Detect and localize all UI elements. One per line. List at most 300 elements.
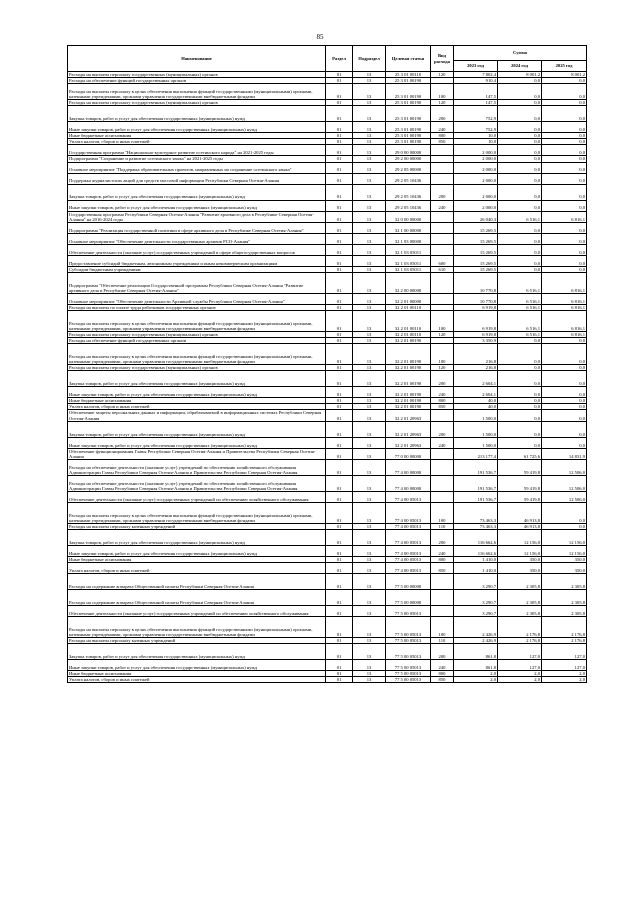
- row-expense-type: 120: [431, 331, 454, 337]
- row-name: Иные бюджетные ассигнования: [68, 671, 326, 677]
- row-sum-2024: 12 156,0: [498, 529, 542, 545]
- row-section: 01: [326, 616, 353, 637]
- row-sum-2025: 0,0: [542, 266, 587, 272]
- row-section: 01: [326, 233, 353, 244]
- row-target: 32 2 01 00190: [386, 344, 431, 365]
- row-name: Закупка товаров, работ и услуг для обеспечения государственных (муниципальных) нужд: [68, 106, 326, 122]
- row-expense-type: 800: [431, 556, 454, 562]
- row-sum-2025: 6 816,1: [542, 293, 587, 304]
- row-expense-type: [431, 162, 454, 173]
- row-sum-2024: 350,0: [498, 556, 542, 562]
- row-expense-type: 800: [431, 398, 454, 404]
- row-target: 77 4 00 05013: [386, 562, 431, 573]
- row-sum-2023: 15 269,5: [454, 222, 498, 233]
- row-section: 01: [326, 404, 353, 410]
- row-sum-2023: 191 536,7: [454, 475, 498, 491]
- row-sum-2024: 46 913,8: [498, 523, 542, 529]
- row-expense-type: 850: [431, 404, 454, 410]
- row-target: 32 2 01 00000: [386, 293, 431, 304]
- row-target: 77 4 00 05013: [386, 545, 431, 556]
- row-sum-2025: 2,0: [542, 671, 587, 677]
- row-section: 01: [326, 545, 353, 556]
- row-sum-2024: 0,0: [498, 344, 542, 365]
- row-subsection: 13: [353, 156, 386, 162]
- row-name: Обеспечение деятельности (оказание услуг) государственных учреждений по обеспечению хозяйственного обслуживания: [68, 491, 326, 502]
- row-expense-type: 850: [431, 562, 454, 573]
- row-sum-2025: 0,0: [542, 122, 587, 133]
- row-sum-2024: 0,0: [498, 145, 542, 156]
- row-section: 01: [326, 145, 353, 156]
- row-target: 32 2 01 00190: [386, 338, 431, 344]
- row-sum-2023: 2 604,1: [454, 371, 498, 387]
- row-subsection: 13: [353, 338, 386, 344]
- row-sum-2025: 0,0: [542, 421, 587, 437]
- row-sum-2024: 0,0: [498, 100, 542, 106]
- row-sum-2025: 0,0: [542, 139, 587, 145]
- row-name: Иные закупки товаров, работ и услуг для обеспечения государственных (муниципальных) нужд: [68, 545, 326, 556]
- row-expense-type: 100: [431, 616, 454, 637]
- row-sum-2025: 0,0: [542, 365, 587, 371]
- row-sum-2024: 0,0: [498, 421, 542, 437]
- table-row: [68, 222, 587, 233]
- row-subsection: 13: [353, 671, 386, 677]
- row-sum-2023: 752,9: [454, 106, 498, 122]
- row-sum-2024: 2 176,8: [498, 616, 542, 637]
- row-subsection: 13: [353, 529, 386, 545]
- row-expense-type: 240: [431, 437, 454, 448]
- row-sum-2024: 12 156,0: [498, 545, 542, 556]
- row-subsection: 13: [353, 475, 386, 491]
- table-row: [68, 410, 587, 421]
- row-name: Расходы на содержание аппарата Общественной палаты Республики Северная Осетия-Алания: [68, 573, 326, 589]
- row-sum-2025: 6 816,1: [542, 304, 587, 310]
- table-row: [68, 162, 587, 173]
- row-sum-2023: 6 919,8: [454, 331, 498, 337]
- table-row: [68, 122, 587, 133]
- row-name: Расходы на выплаты персоналу в целях обеспечения выполнения функций государственными (муниципальными) органами, казенными учреждениями, органами управления государственными внебюджетными фондами: [68, 84, 326, 100]
- table-row: [68, 310, 587, 331]
- table-row: [68, 387, 587, 398]
- row-target: 29 0 00 00000: [386, 145, 431, 156]
- budget-table: [67, 45, 587, 683]
- row-sum-2023: 10 770,8: [454, 293, 498, 304]
- row-sum-2024: 6 516,1: [498, 293, 542, 304]
- row-name: Иные закупки товаров, работ и услуг для обеспечения государственных (муниципальных) нужд: [68, 200, 326, 211]
- row-target: 32 2 01 20963: [386, 410, 431, 421]
- row-name: Уплата налогов, сборов и иных платежей: [68, 404, 326, 410]
- row-subsection: 13: [353, 145, 386, 156]
- row-name: Расходы на обеспечение функций государственных органов: [68, 338, 326, 344]
- row-expense-type: [431, 293, 454, 304]
- row-name: Уплата налогов, сборов и иных платежей: [68, 677, 326, 683]
- row-section: 01: [326, 133, 353, 139]
- table-row: [68, 371, 587, 387]
- row-sum-2023: 40,0: [454, 398, 498, 404]
- row-sum-2025: 350,0: [542, 562, 587, 573]
- table-row: [68, 344, 587, 365]
- row-sum-2024: 350,0: [498, 562, 542, 573]
- row-subsection: 13: [353, 502, 386, 523]
- row-name: Расходы на выплаты персоналу казенных учреждений: [68, 637, 326, 643]
- row-target: 32 2 01 00110: [386, 331, 431, 337]
- row-expense-type: [431, 573, 454, 589]
- row-name: Основное мероприятие "Обеспечение деятельности государственных архивов РСО-Алания": [68, 233, 326, 244]
- header-year-2024: 2024 год: [498, 61, 542, 72]
- row-sum-2023: 191 536,7: [454, 459, 498, 475]
- row-section: 01: [326, 78, 353, 84]
- row-subsection: 13: [353, 421, 386, 437]
- table-row: [68, 545, 587, 556]
- header-sum: Сумма: [454, 46, 587, 61]
- row-name: Расходы на обеспечение деятельности (оказание услуг) учреждений по обеспечению хозяйственного обслуживания Администрации Главы Республики Северная Осетия-Алания и Правительства Республики Северная Осетия-Алания: [68, 459, 326, 475]
- row-expense-type: 200: [431, 106, 454, 122]
- row-sum-2023: 15 269,5: [454, 233, 498, 244]
- table-row: [68, 184, 587, 200]
- row-sum-2024: 46 913,8: [498, 502, 542, 523]
- row-target: 77 4 00 05013: [386, 523, 431, 529]
- row-sum-2025: 2 305,8: [542, 605, 587, 616]
- row-name: Субсидии бюджетным учреждениям: [68, 266, 326, 272]
- row-subsection: 13: [353, 573, 386, 589]
- row-name: Иные закупки товаров, работ и услуг для обеспечения государственных (муниципальных) нужд: [68, 122, 326, 133]
- row-name: Иные бюджетные ассигнования: [68, 556, 326, 562]
- row-subsection: 13: [353, 371, 386, 387]
- row-target: 77 5 00 05013: [386, 660, 431, 671]
- row-section: 01: [326, 211, 353, 222]
- row-expense-type: 200: [431, 371, 454, 387]
- row-section: 01: [326, 84, 353, 100]
- table-row: [68, 589, 587, 605]
- row-sum-2023: 861,8: [454, 644, 498, 660]
- row-target: 25 3 01 00190: [386, 139, 431, 145]
- row-target: 32 2 01 00190: [386, 398, 431, 404]
- row-sum-2023: 40,0: [454, 404, 498, 410]
- row-name: Расходы на выплаты персоналу государственных (муниципальных) органов: [68, 72, 326, 78]
- row-sum-2024: 2 176,8: [498, 637, 542, 643]
- row-section: 01: [326, 365, 353, 371]
- row-section: 01: [326, 605, 353, 616]
- row-subsection: 13: [353, 616, 386, 637]
- row-expense-type: 800: [431, 671, 454, 677]
- row-sum-2025: 2 305,8: [542, 573, 587, 589]
- row-sum-2023: 1 410,0: [454, 562, 498, 573]
- row-sum-2025: 6 816,1: [542, 272, 587, 293]
- row-section: 01: [326, 184, 353, 200]
- row-subsection: 13: [353, 266, 386, 272]
- row-sum-2023: 10 770,8: [454, 272, 498, 293]
- row-section: 01: [326, 156, 353, 162]
- row-sum-2023: 2 000,0: [454, 145, 498, 156]
- row-sum-2024: 0,0: [498, 200, 542, 211]
- row-section: 01: [326, 556, 353, 562]
- row-target: 77 5 00 05013: [386, 616, 431, 637]
- row-name: Расходы на выплаты персоналу казенных учреждений: [68, 523, 326, 529]
- table-row: [68, 562, 587, 573]
- row-section: 01: [326, 573, 353, 589]
- row-sum-2024: 0,0: [498, 404, 542, 410]
- row-sum-2024: 6 516,1: [498, 331, 542, 337]
- row-sum-2025: 0,0: [542, 404, 587, 410]
- row-name: Подпрограмма "Реализация государственной политики в сфере архивного дела в Республике Северная Осетия-Алания": [68, 222, 326, 233]
- row-expense-type: 240: [431, 122, 454, 133]
- table-row: [68, 475, 587, 491]
- row-target: 77 5 00 05013: [386, 637, 431, 643]
- row-sum-2025: 0,0: [542, 78, 587, 84]
- row-name: Иные бюджетные ассигнования: [68, 133, 326, 139]
- row-sum-2023: 147,5: [454, 100, 498, 106]
- row-section: 01: [326, 637, 353, 643]
- row-expense-type: [431, 173, 454, 184]
- row-subsection: 13: [353, 233, 386, 244]
- row-sum-2023: 3 290,7: [454, 589, 498, 605]
- row-subsection: 13: [353, 200, 386, 211]
- row-sum-2024: 0,0: [498, 122, 542, 133]
- header-expense-type: Вид расхода: [431, 46, 454, 72]
- row-sum-2025: 2,0: [542, 677, 587, 683]
- table-row: [68, 660, 587, 671]
- row-target: 77 5 00 05013: [386, 644, 431, 660]
- row-sum-2025: 12 506,0: [542, 459, 587, 475]
- row-sum-2023: 10,0: [454, 139, 498, 145]
- row-section: 01: [326, 338, 353, 344]
- row-target: 77 4 00 00000: [386, 475, 431, 491]
- row-sum-2025: 8 001,2: [542, 72, 587, 78]
- row-expense-type: [431, 222, 454, 233]
- row-expense-type: 120: [431, 100, 454, 106]
- row-subsection: 13: [353, 173, 386, 184]
- row-name: Расходы на обеспечение функций государственных органов: [68, 78, 326, 84]
- row-section: 01: [326, 448, 353, 459]
- row-target: 77 5 00 00000: [386, 589, 431, 605]
- row-sum-2024: 0,0: [498, 184, 542, 200]
- row-sum-2025: 0,0: [542, 173, 587, 184]
- row-sum-2023: 147,5: [454, 84, 498, 100]
- row-sum-2023: 216,8: [454, 344, 498, 365]
- row-sum-2024: 2,0: [498, 677, 542, 683]
- row-sum-2025: 0,0: [542, 184, 587, 200]
- row-target: 25 3 01 00190: [386, 84, 431, 100]
- row-expense-type: 610: [431, 266, 454, 272]
- row-subsection: 13: [353, 100, 386, 106]
- row-sum-2023: 2 000,0: [454, 184, 498, 200]
- row-name: Обеспечение деятельности (оказание услуг) государственных учреждений в сфере общегосударственных вопросов: [68, 244, 326, 255]
- row-expense-type: 110: [431, 523, 454, 529]
- row-sum-2023: 191 536,7: [454, 491, 498, 502]
- row-sum-2023: 15 269,5: [454, 255, 498, 266]
- row-name: Расходы на выплаты по оплате труда работников государственных органов: [68, 304, 326, 310]
- row-name: Подпрограмма "Сохранение и развитие осетинского языка" на 2021-2025 годы: [68, 156, 326, 162]
- row-section: 01: [326, 677, 353, 683]
- row-sum-2025: 2 176,8: [542, 637, 587, 643]
- table-row: [68, 459, 587, 475]
- table-body: [68, 72, 587, 683]
- row-expense-type: 600: [431, 255, 454, 266]
- row-expense-type: [431, 459, 454, 475]
- table-row: [68, 244, 587, 255]
- row-sum-2023: 2 000,0: [454, 162, 498, 173]
- row-subsection: 13: [353, 562, 386, 573]
- row-subsection: 13: [353, 437, 386, 448]
- row-name: Закупка товаров, работ и услуг для обеспечения государственных (муниципальных) нужд: [68, 529, 326, 545]
- table-row: [68, 255, 587, 266]
- row-sum-2025: 0,0: [542, 244, 587, 255]
- row-sum-2023: 216,8: [454, 365, 498, 371]
- row-expense-type: [431, 410, 454, 421]
- row-name: Основное мероприятие "Поддержка образовательных проектов, направленных на сохранение осетинского языка": [68, 162, 326, 173]
- row-name: Закупка товаров, работ и услуг для обеспечения государственных (муниципальных) нужд: [68, 184, 326, 200]
- row-subsection: 13: [353, 139, 386, 145]
- row-expense-type: 240: [431, 387, 454, 398]
- row-target: 32 1 03 05011: [386, 244, 431, 255]
- row-target: 32 1 03 05011: [386, 255, 431, 266]
- row-target: 32 1 03 00000: [386, 233, 431, 244]
- row-subsection: 13: [353, 644, 386, 660]
- table-row: [68, 211, 587, 222]
- row-sum-2025: 0,0: [542, 255, 587, 266]
- row-section: 01: [326, 244, 353, 255]
- row-sum-2023: 2 426,9: [454, 637, 498, 643]
- row-target: 25 3 01 00110: [386, 72, 431, 78]
- row-sum-2024: 0,0: [498, 106, 542, 122]
- row-sum-2023: 116 662,6: [454, 529, 498, 545]
- row-sum-2024: 2 305,8: [498, 573, 542, 589]
- row-section: 01: [326, 491, 353, 502]
- row-name: Расходы на обеспечение деятельности (оказание услуг) учреждений по обеспечению хозяйственного обслуживания Администрации Главы Республики Северная Осетия-Алания и Правительства Республики Северная Осетия-Алания: [68, 475, 326, 491]
- row-section: 01: [326, 410, 353, 421]
- row-target: 32 1 03 05011: [386, 266, 431, 272]
- row-sum-2024: 0,0: [498, 156, 542, 162]
- row-target: 29 2 05 10436: [386, 184, 431, 200]
- row-section: 01: [326, 344, 353, 365]
- row-target: 77 5 00 00000: [386, 573, 431, 589]
- row-sum-2023: 910,4: [454, 78, 498, 84]
- row-section: 01: [326, 475, 353, 491]
- row-sum-2024: 0,0: [498, 173, 542, 184]
- row-subsection: 13: [353, 133, 386, 139]
- row-sum-2025: 0,0: [542, 133, 587, 139]
- row-sum-2023: 116 662,6: [454, 545, 498, 556]
- row-sum-2024: 2 305,8: [498, 589, 542, 605]
- row-expense-type: 200: [431, 644, 454, 660]
- row-sum-2024: 59 419,8: [498, 491, 542, 502]
- row-sum-2025: 0,0: [542, 106, 587, 122]
- table-row: [68, 677, 587, 683]
- table-row: [68, 84, 587, 100]
- row-sum-2025: 14 831,9: [542, 448, 587, 459]
- row-sum-2025: 0,0: [542, 502, 587, 523]
- row-sum-2025: 0,0: [542, 84, 587, 100]
- row-sum-2024: 0,0: [498, 338, 542, 344]
- header-subsection: Подраздел: [353, 46, 386, 72]
- row-section: 01: [326, 173, 353, 184]
- row-sum-2025: 0,0: [542, 162, 587, 173]
- row-subsection: 13: [353, 184, 386, 200]
- row-sum-2023: 3 290,7: [454, 605, 498, 616]
- row-target: 77 5 00 05013: [386, 605, 431, 616]
- row-sum-2025: 0,0: [542, 344, 587, 365]
- row-subsection: 13: [353, 545, 386, 556]
- row-subsection: 13: [353, 244, 386, 255]
- row-sum-2023: 1 500,0: [454, 410, 498, 421]
- row-target: 77 4 00 05013: [386, 529, 431, 545]
- header-target: Целевая статья: [386, 46, 431, 72]
- row-expense-type: 110: [431, 637, 454, 643]
- row-name: Уплата налогов, сборов и иных платежей: [68, 139, 326, 145]
- row-name: Расходы на выплаты персоналу государственных (муниципальных) органов: [68, 100, 326, 106]
- row-sum-2023: 2,0: [454, 671, 498, 677]
- row-section: 01: [326, 255, 353, 266]
- row-section: 01: [326, 398, 353, 404]
- row-name: Расходы на выплаты персоналу в целях обеспечения выполнения функций государственными (муниципальными) органами, казенными учреждениями, органами управления государственными внебюджетными фондами: [68, 616, 326, 637]
- row-sum-2023: 2 604,1: [454, 387, 498, 398]
- row-expense-type: 100: [431, 502, 454, 523]
- row-section: 01: [326, 671, 353, 677]
- row-sum-2024: 59 419,8: [498, 475, 542, 491]
- row-sum-2023: 7 802,4: [454, 72, 498, 78]
- row-expense-type: [431, 233, 454, 244]
- row-sum-2023: 2 000,0: [454, 173, 498, 184]
- table-row: [68, 173, 587, 184]
- row-name: Расходы на содержание аппарата Общественной палаты Республики Северная Осетия-Алания: [68, 589, 326, 605]
- row-subsection: 13: [353, 523, 386, 529]
- row-sum-2024: 0,0: [498, 78, 542, 84]
- row-subsection: 13: [353, 660, 386, 671]
- row-name: Предоставление субсидий бюджетным, автономным учреждениям и иным некоммерческим организациям: [68, 255, 326, 266]
- row-name: Иные закупки товаров, работ и услуг для обеспечения государственных (муниципальных) нужд: [68, 437, 326, 448]
- row-sum-2024: 127,0: [498, 660, 542, 671]
- row-subsection: 13: [353, 310, 386, 331]
- row-sum-2025: 0,0: [542, 156, 587, 162]
- row-sum-2024: 0,0: [498, 162, 542, 173]
- row-subsection: 13: [353, 211, 386, 222]
- row-expense-type: 240: [431, 660, 454, 671]
- row-sum-2025: 0,0: [542, 222, 587, 233]
- row-sum-2025: 0,0: [542, 100, 587, 106]
- row-name: Поддержка журналистских акций для средств массовой информации Республики Северная Осетия-Алания: [68, 173, 326, 184]
- row-target: 32 0 00 00000: [386, 211, 431, 222]
- row-sum-2023: 2 000,0: [454, 156, 498, 162]
- row-sum-2023: 6 919,8: [454, 304, 498, 310]
- row-sum-2024: 0,0: [498, 244, 542, 255]
- header-year-2023: 2023 год: [454, 61, 498, 72]
- table-row: [68, 491, 587, 502]
- row-sum-2023: 1 500,0: [454, 421, 498, 437]
- table-row: [68, 293, 587, 304]
- row-sum-2024: 0,0: [498, 233, 542, 244]
- row-subsection: 13: [353, 72, 386, 78]
- row-section: 01: [326, 200, 353, 211]
- row-subsection: 13: [353, 222, 386, 233]
- row-section: 01: [326, 660, 353, 671]
- row-sum-2023: 2 426,9: [454, 616, 498, 637]
- table-row: [68, 605, 587, 616]
- row-subsection: 13: [353, 162, 386, 173]
- table-row: [68, 644, 587, 660]
- row-target: 29 2 05 10436: [386, 200, 431, 211]
- row-name: Закупка товаров, работ и услуг для обеспечения государственных (муниципальных) нужд: [68, 644, 326, 660]
- row-target: 32 2 01 00110: [386, 310, 431, 331]
- row-subsection: 13: [353, 448, 386, 459]
- table-row: [68, 200, 587, 211]
- row-sum-2024: 6 516,1: [498, 304, 542, 310]
- row-subsection: 13: [353, 106, 386, 122]
- row-section: 01: [326, 589, 353, 605]
- row-sum-2023: 6 919,8: [454, 310, 498, 331]
- row-section: 01: [326, 644, 353, 660]
- row-target: 29 2 05 00000: [386, 162, 431, 173]
- row-expense-type: [431, 272, 454, 293]
- row-subsection: 13: [353, 293, 386, 304]
